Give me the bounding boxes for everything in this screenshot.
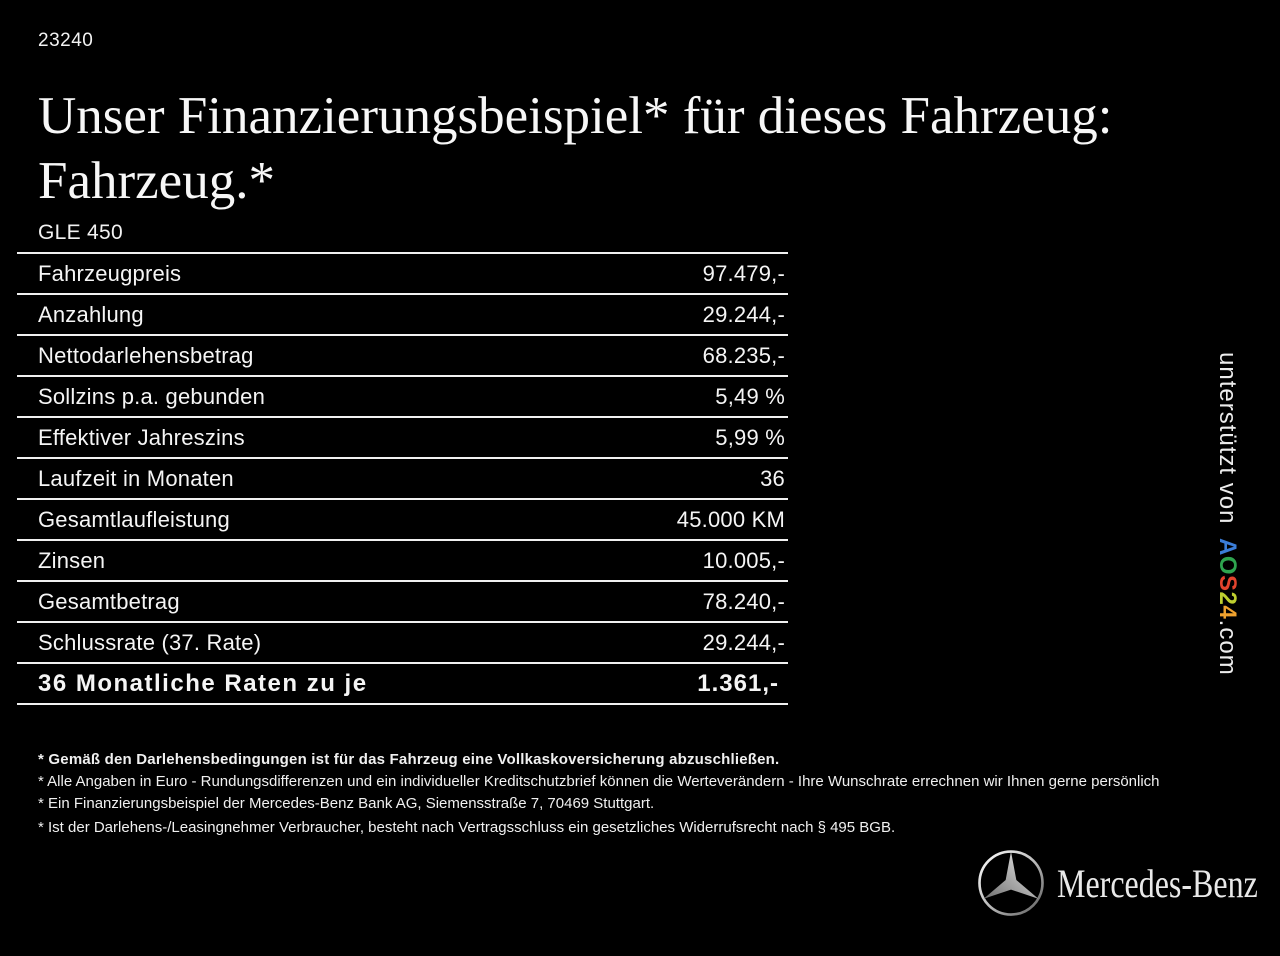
listing-number: 23240 <box>38 30 94 51</box>
table-row <box>17 293 788 334</box>
row-label: Zinsen <box>38 547 106 573</box>
row-label: Laufzeit in Monaten <box>38 465 234 491</box>
row-value: 29.244,- <box>702 301 785 327</box>
row-value: 68.235,- <box>702 342 785 368</box>
row-value: 36 <box>760 465 785 491</box>
row-label: Effektiver Jahreszins <box>38 424 245 450</box>
table-row <box>17 580 788 621</box>
aos24-logo <box>1214 538 1241 619</box>
aos24-letter-2: 2 <box>1214 591 1241 606</box>
table-row <box>17 539 788 580</box>
row-label: Gesamtlaufleistung <box>38 506 230 532</box>
table-total-row <box>17 662 788 705</box>
aos24-letter-o: O <box>1214 556 1241 576</box>
row-value: 5,99 % <box>715 424 785 450</box>
total-row-label: 36 Monatliche Raten zu je <box>38 669 368 697</box>
row-value: 97.479,- <box>702 260 785 286</box>
supported-by-watermark <box>1213 352 1241 676</box>
row-label: Sollzins p.a. gebunden <box>38 383 266 409</box>
row-value: 78.240,- <box>702 588 785 614</box>
table-row <box>17 498 788 539</box>
row-value: 5,49 % <box>715 383 785 409</box>
footnote-insurance: * Gemäß den Darlehensbedingungen ist für das Fahrzeug eine Vollkaskoversicherung abzuschließen. <box>38 751 780 768</box>
page-title-line2: Fahrzeug.* <box>38 152 275 210</box>
aos24-letter-a: A <box>1214 538 1241 557</box>
watermark-prefix: unterstützt von <box>1214 352 1241 525</box>
row-label: Anzahlung <box>38 301 144 327</box>
table-row <box>17 621 788 662</box>
page-title <box>38 84 1112 214</box>
table-row <box>17 252 788 293</box>
total-row-value: 1.361,- <box>697 669 779 697</box>
row-label: Gesamtbetrag <box>38 588 180 614</box>
vehicle-model: GLE 450 <box>38 221 123 244</box>
table-row <box>17 457 788 498</box>
table-row <box>17 375 788 416</box>
row-label: Schlussrate (37. Rate) <box>38 629 262 655</box>
aos24-letter-s: S <box>1214 575 1241 592</box>
finance-table <box>17 252 788 705</box>
row-value: 45.000 KM <box>676 506 785 532</box>
brand-wordmark: Mercedes-Benz <box>1057 861 1258 906</box>
watermark-suffix: .com <box>1214 619 1241 676</box>
mercedes-star-icon <box>976 848 1046 918</box>
table-row <box>17 334 788 375</box>
footnotes <box>38 749 1248 839</box>
table-row <box>17 416 788 457</box>
row-label: Nettodarlehensbetrag <box>38 342 254 368</box>
aos24-letter-4: 4 <box>1214 605 1241 620</box>
row-label: Fahrzeugpreis <box>38 260 182 286</box>
row-value: 29.244,- <box>702 629 785 655</box>
footnote-bank-address: * Ein Finanzierungsbeispiel der Mercedes-Benz Bank AG, Siemensstraße 7, 70469 Stuttgart. <box>38 795 655 812</box>
page-title-line1: Unser Finanzierungsbeispiel* für dieses Fahrzeug: <box>38 87 1113 145</box>
footnote-euro-note: * Alle Angaben in Euro - Rundungsdifferenzen und ein individueller Kreditschutzbrief können die Werteverändern - Ihre Wunschrate errechnen wir Ihnen gerne persönlich <box>38 773 1160 790</box>
footnote-withdrawal-right: * Ist der Darlehens-/Leasingnehmer Verbraucher, besteht nach Vertragsschluss ein gesetzliches Widerrufsrecht nach § 495 BGB. <box>38 819 896 836</box>
row-value: 10.005,- <box>702 547 785 573</box>
